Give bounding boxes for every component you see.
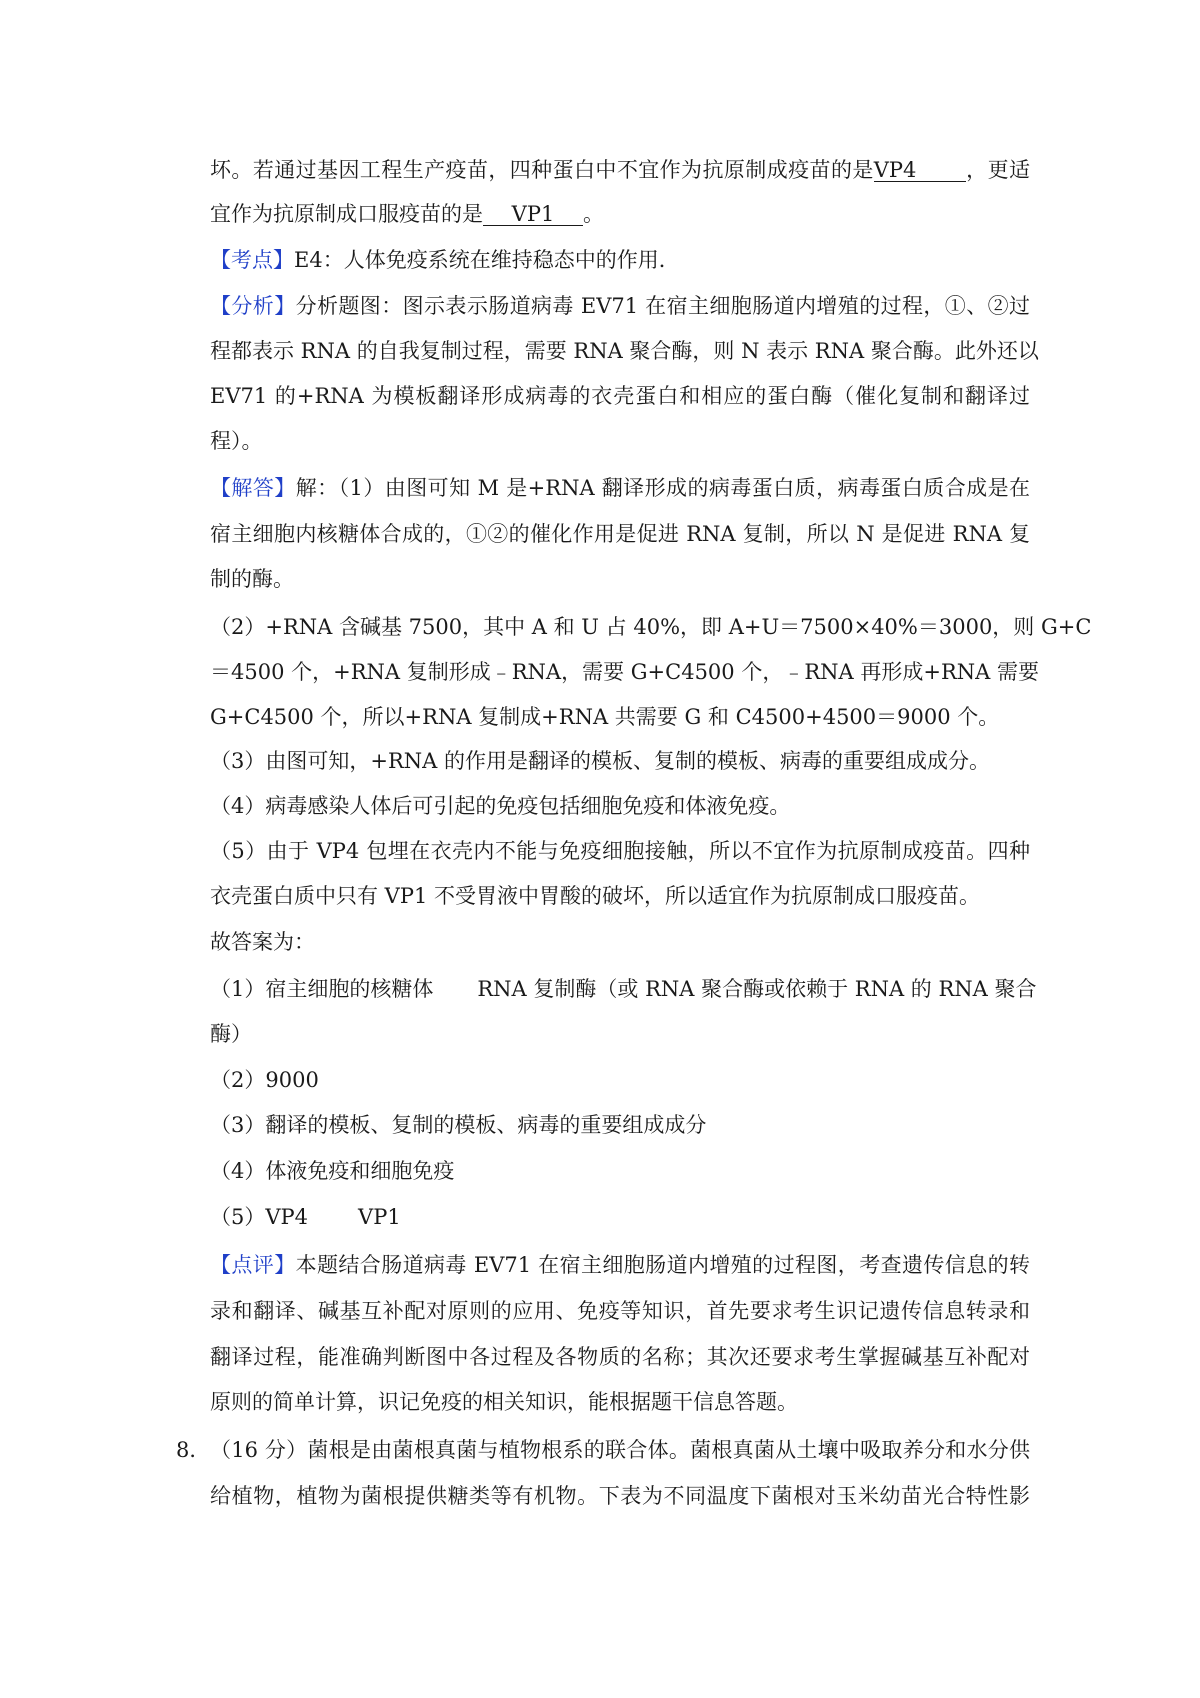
question-number: 8． <box>176 1438 211 1462</box>
text-line: 原则的简单计算，识记免疫的相关知识，能根据题干信息答题。 <box>210 1390 798 1414</box>
question-8-line <box>176 1435 1030 1465</box>
text-line: ＝4500 个，+RNA 复制形成﹣RNA，需要 G+C4500 个，﹣RNA 再形成+RNA 需要 <box>210 660 1039 684</box>
text-line: 衣壳蛋白质中只有 VP1 不受胃液中胃酸的破坏，所以适宜作为抗原制成口服疫苗。 <box>210 884 981 908</box>
text-line <box>210 199 1030 229</box>
dianping-text: 本题结合肠道病毒 EV71 在宿主细胞肠道内增殖的过程图，考查遗传信息的转 <box>295 1253 1030 1277</box>
text-segment: 宜作为抗原制成口服疫苗的是 <box>210 202 483 226</box>
text-line: 给植物，植物为菌根提供糖类等有机物。下表为不同温度下菌根对玉米幼苗光合特性影 <box>210 1484 1030 1508</box>
fenxi-tag: 【分析】 <box>210 294 296 318</box>
text-line: 制的酶。 <box>210 567 294 591</box>
fenxi-text: 分析题图：图示表示肠道病毒 EV71 在宿主细胞肠道内增殖的过程，①、②过 <box>295 294 1030 318</box>
text-line: 录和翻译、碱基互补配对原则的应用、免疫等知识，首先要求考生识记遗传信息转录和 <box>210 1299 1030 1323</box>
text-line: （2）+RNA 含碱基 7500，其中 A 和 U 占 40%，即 A+U＝7500×40%＝3000，则 G+C <box>210 615 1092 639</box>
answer-text: VP1 <box>358 1205 401 1229</box>
text-line: G+C4500 个，所以+RNA 复制成+RNA 共需要 G 和 C4500+4500＝9000 个。 <box>210 705 1000 729</box>
answer-text: RNA 复制酶（或 RNA 聚合酶或依赖于 RNA 的 RNA 聚合 <box>477 977 1037 1001</box>
text-segment: 。 <box>583 202 604 226</box>
jieda-tag: 【解答】 <box>210 476 296 500</box>
text-segment: 坏。若通过基因工程生产疫苗，四种蛋白中不宜作为抗原制成疫苗的是 <box>210 158 874 182</box>
question-text: （16 分）菌根是由菌根真菌与植物根系的联合体。菌根真菌从土壤中吸取养分和水分供 <box>210 1438 1030 1462</box>
dianping-line <box>210 1250 1030 1280</box>
answer-line: （2）9000 <box>210 1068 319 1092</box>
answer-line: （3）翻译的模板、复制的模板、病毒的重要组成成分 <box>210 1113 707 1137</box>
answer-line: （4）体液免疫和细胞免疫 <box>210 1159 455 1183</box>
dianping-tag: 【点评】 <box>210 1253 296 1277</box>
text-line: （4）病毒感染人体后可引起的免疫包括细胞免疫和体液免疫。 <box>210 794 791 818</box>
answer-blank: VP1 <box>483 203 583 226</box>
kaodian-text: E4：人体免疫系统在维持稳态中的作用． <box>294 248 680 272</box>
text-segment: ，更适 <box>965 158 1031 182</box>
text-line: （5）由于 VP4 包埋在衣壳内不能与免疫细胞接触，所以不宜作为抗原制成疫苗。四种 <box>210 839 1030 863</box>
answer-line: 酶） <box>210 1022 252 1046</box>
answer-text: （5）VP4 <box>210 1205 309 1229</box>
jieda-line <box>210 473 1030 503</box>
text-line: 翻译过程，能准确判断图中各过程及各物质的名称；其次还要求考生掌握碱基互补配对 <box>210 1345 1030 1369</box>
text-line: EV71 的+RNA 为模板翻译形成病毒的衣壳蛋白和相应的蛋白酶（催化复制和翻译过 <box>210 384 1030 408</box>
text-line <box>210 155 1030 185</box>
jieda-text: 解：（1）由图可知 M 是+RNA 翻译形成的病毒蛋白质，病毒蛋白质合成是在 <box>295 476 1031 500</box>
text-line: （3）由图可知，+RNA 的作用是翻译的模板、复制的模板、病毒的重要组成成分。 <box>210 749 990 773</box>
answer-line <box>210 974 1037 1004</box>
answer-blank: VP4 <box>874 159 966 182</box>
text-line: 程）。 <box>210 429 263 453</box>
answer-text: （1）宿主细胞的核糖体 <box>210 977 434 1001</box>
kaodian-tag: 【考点】 <box>210 248 294 272</box>
fenxi-line <box>210 291 1030 321</box>
answer-line <box>210 1202 1030 1232</box>
text-line: 程都表示 RNA 的自我复制过程，需要 RNA 聚合酶，则 N 表示 RNA 聚合酶。此外还以 <box>210 339 1039 363</box>
text-line: 宿主细胞内核糖体合成的，①②的催化作用是促进 RNA 复制，所以 N 是促进 RNA 复 <box>210 522 1030 546</box>
answer-intro: 故答案为： <box>210 930 315 954</box>
kaodian-line <box>210 245 1030 275</box>
